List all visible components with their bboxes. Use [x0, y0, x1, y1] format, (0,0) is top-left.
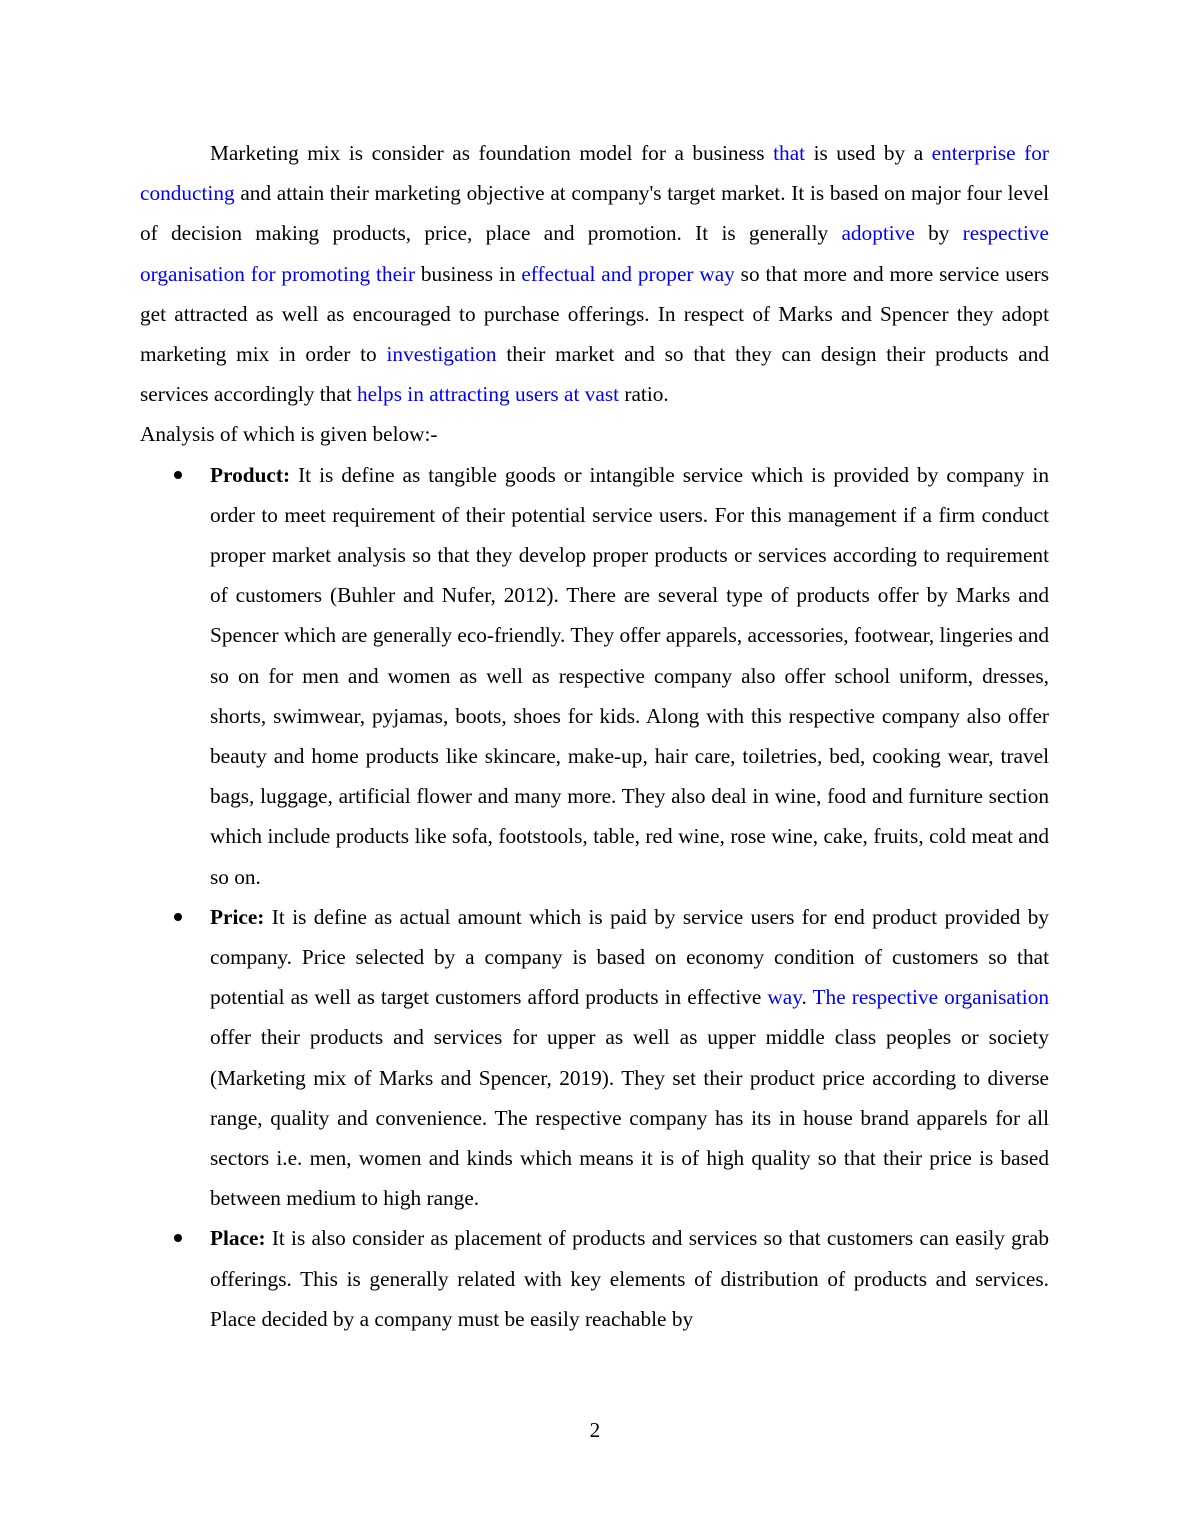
- intro-text: so that more and more service users get attracted as well as encouraged to purchase offerings. In respect of Marks and Spencer they adopt marketing mix in order to: [140, 261, 1049, 367]
- intro-text: and attain their marketing objective at company's target market. It is based on major four level of decision making products, price, place and promotion. It is generally: [140, 181, 1049, 246]
- highlighted-text: that: [773, 141, 806, 165]
- bullet-icon: [174, 913, 182, 921]
- highlighted-text: investigation: [386, 342, 497, 367]
- intro-text: by: [914, 221, 963, 246]
- highlighted-text: effectual and proper way: [521, 261, 735, 286]
- place-label: Place:: [210, 1226, 266, 1251]
- intro-paragraph: [140, 133, 1049, 414]
- highlighted-text: adoptive: [841, 221, 915, 246]
- price-text: It is define as actual amount which is paid by service users for end product provided by company. Price selected by a company is based on economy condition of customers so that potential as well as target customers afford products in effective: [210, 904, 1049, 1010]
- intro-text: is used by a: [805, 141, 932, 165]
- list-item-place: [140, 1218, 1049, 1339]
- product-label: Product:: [210, 462, 291, 487]
- intro-text: Marketing mix is consider as foundation model for a business: [210, 141, 774, 165]
- highlighted-text: respective organisation for promoting their: [140, 221, 1049, 286]
- bullet-icon: [174, 1234, 182, 1242]
- marketing-mix-list: [140, 455, 1049, 1339]
- analysis-intro: Analysis of which is given below:-: [140, 422, 438, 447]
- list-item-price: [140, 897, 1049, 1219]
- highlighted-text: helps in attracting users at vast: [357, 382, 620, 407]
- page-number: 2: [589, 1418, 601, 1442]
- intro-text: business in: [415, 261, 522, 286]
- bullet-icon: [174, 471, 182, 479]
- price-label: Price:: [210, 904, 265, 929]
- highlighted-text: way: [767, 985, 802, 1010]
- intro-text: their market and so that they can design their products and services accordingly that: [140, 342, 1049, 407]
- price-text: offer their products and services for upper as well as upper middle class peoples or society (Marketing mix of Marks and Spencer, 2019). They set their product price according to diverse range, quality and convenience. The respective company has its in house brand apparels for all sectors i.e. men, women and kinds which means it is of high quality so that their price is based between medium to high range.: [210, 1025, 1049, 1211]
- highlighted-text: The respective organisation: [812, 985, 1050, 1010]
- intro-text: ratio.: [619, 382, 669, 407]
- highlighted-text: enterprise for conducting: [140, 141, 1049, 206]
- page-content: [140, 133, 1049, 1339]
- price-text: .: [801, 985, 813, 1010]
- product-text: It is define as tangible goods or intangible service which is provided by company in order to meet requirement of their potential service users. For this management if a firm conduct proper market analysis so that they develop proper products or services according to requirement of customers (Buhler and Nufer, 2012). There are several type of products offer by Marks and Spencer which are generally eco-friendly. They offer apparels, accessories, footwear, lingeries and so on for men and women as well as respective company also offer school uniform, dresses, shorts, swimwear, pyjamas, boots, shoes for kids. Along with this respective company also offer beauty and home products like skincare, make-up, hair care, toiletries, bed, cooking wear, travel bags, luggage, artificial flower and many more. They also deal in wine, food and furniture section which include products like sofa, footstools, table, red wine, rose wine, cake, fruits, cold meat and so on.: [210, 462, 1049, 889]
- list-item-product: [140, 455, 1049, 897]
- place-text: It is also consider as placement of products and services so that customers can easily grab offerings. This is generally related with key elements of distribution of products and services. Place decided by a company must be easily reachable by: [210, 1226, 1049, 1331]
